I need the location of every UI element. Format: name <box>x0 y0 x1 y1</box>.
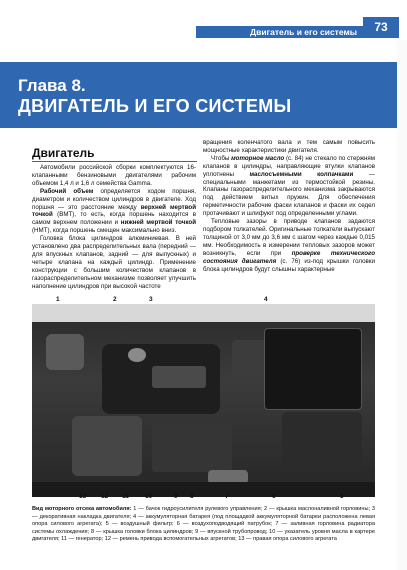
callout-number: 3 <box>149 296 153 303</box>
callout-number: 11 <box>122 493 129 500</box>
page-number: 73 <box>363 17 399 38</box>
callout-number: 7 <box>225 493 229 500</box>
callout-number: 9 <box>174 493 178 500</box>
callout-number: 12 <box>101 493 109 500</box>
text-run: (ВМТ), то есть, когда поршень находится в самом верхнем положении и <box>32 211 196 227</box>
oil-filler-cap <box>128 348 146 362</box>
bold-term: нижней мертвой точкой <box>120 219 196 227</box>
power-steering-reservoir <box>46 334 84 370</box>
text-run: Чтобы <box>211 154 232 162</box>
bold-term: Рабочий объем <box>40 187 94 195</box>
callout-number: 13 <box>79 493 87 500</box>
callout-number: 5 <box>340 493 344 500</box>
text-run: (НМТ), когда поршень смещен максимально вниз. <box>32 227 177 235</box>
right-column <box>203 139 375 273</box>
text-run: (с. 76) из-под крышки головки блока цилиндров будут слышны характерные <box>203 257 375 273</box>
callout-number: 6 <box>272 493 276 500</box>
section-title: Двигатель <box>32 146 95 160</box>
chapter-banner <box>0 62 397 128</box>
intake-manifold <box>152 422 232 472</box>
callout-number: 1 <box>56 296 60 303</box>
chapter-title: ДВИГАТЕЛЬ И ЕГО СИСТЕМЫ <box>18 96 292 116</box>
alternator-area <box>72 416 142 476</box>
link-term: проверке технического состояния двигателя <box>203 249 375 265</box>
paragraph: вращения коленчатого вала и тем самым повысить мощностные характеристики двигателя. <box>203 139 375 154</box>
paragraph: Головка блока цилиндров алюминиевая. В ней установлено два распределительных вала (передний — для впускных клапанов, задний — для выпускных) и четыре клапана на каждый цилиндр. Применение конструкции с большим количеством клапанов в газораспределительном механизме позволяет улучшить наполнение цилиндров при высокой частоте <box>32 235 196 290</box>
left-column <box>32 164 196 291</box>
callout-number: 10 <box>145 493 153 500</box>
bold-term: верхней мертвой точкой <box>32 203 197 219</box>
text-run: (с. 84) не стекало по стержням клапанов в цилиндры, направляющие втулки клапанов уплотнены <box>203 154 375 178</box>
battery <box>264 328 362 410</box>
paragraph <box>32 188 196 235</box>
callout-number: 4 <box>264 296 268 303</box>
text-run: — специальными манжетами из термостойкой резины. Клапаны газораспределительного механизма закрываются под действием витых пружин. Для обеспечения герметичности рабочие фаски клапанов и фаски их седел протачивают и шлифуют под определенными углами. <box>203 170 375 218</box>
paragraph: Автомобили российской сборки комплектуются 16-клапанными бензиновыми двигателями рабочим объемом 1,4 л и 1,6 л семейства Gamma. <box>32 164 196 187</box>
paragraph <box>203 218 375 273</box>
caption-lead: Вид моторного отсека автомобиля: <box>32 506 132 512</box>
link-term: моторное масло <box>231 154 285 162</box>
figure-caption <box>32 506 375 544</box>
callout-number: 8 <box>190 493 194 500</box>
paragraph <box>203 155 375 218</box>
bold-term: маслосъемными колпачками <box>249 170 354 178</box>
page-header <box>0 0 407 40</box>
air-filter <box>282 412 362 472</box>
section-underline <box>32 161 197 162</box>
text-run: определяется ходом поршня, диаметром и количеством цилиндров в двигателе. Ход поршня — это расстояние между <box>32 187 196 211</box>
engine-bay-photo <box>32 304 375 497</box>
text-run: Тепловые зазоры в приводе клапанов задаются подбором толкателей. Оригинальные толкатели выпускают толщиной от 3,0 мм до 3,6 мм с шагом через каждые 0,015 мм. Необходимость в измерении тепловых зазоров может возникнуть, если при <box>203 218 375 257</box>
cylinder-head-cover <box>152 366 206 388</box>
chapter-label: Глава 8. <box>18 76 86 95</box>
hood-edge <box>32 304 375 322</box>
running-title: Двигатель и его системы <box>250 27 357 37</box>
callout-number: 2 <box>113 296 117 303</box>
caption-text: 1 — бачок гидроусилителя рулевого управления; 2 — крышка маслоналивной горловины; 3 — декоративная накладка двигателя; 4 — аккумуляторная батарея (под площадкой аккумуляторной батареи расположена левая опора силового агрегата); 5 — воздушный фильтр; 6 — воздухоподводящий патрубок; 7 — заливная горловина радиатора системы охлаждения; 8 — крышка головки блока цилиндров; 9 — впускной трубопровод; 10 — указатель уровня масла в картере двигателя; 11 — генератор; 12 — ремень привода вспомогательных агрегатов; 13 — правая опора силового агрегата <box>32 506 375 543</box>
margin-strip <box>397 40 407 570</box>
